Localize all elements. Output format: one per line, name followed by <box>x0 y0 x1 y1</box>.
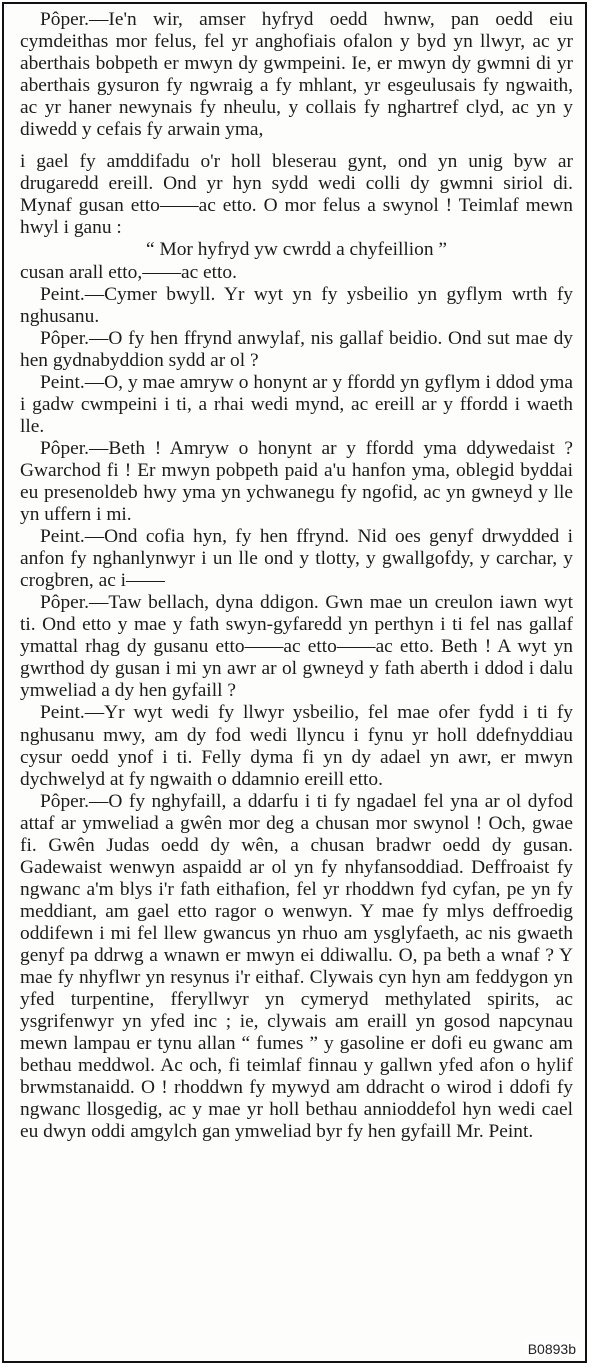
paragraph-text: —O, y mae amryw o honynt ar y ffordd yn gyflym i ddod yma i gadw cwmpeini i ti, a rhai wedi mynd, ac ereill ar y ffordd i waeth lle. <box>20 371 573 437</box>
paragraph <box>20 791 573 1144</box>
song-quote: “ Mor hyfryd yw cwrdd a chyfeillion ” <box>146 239 447 261</box>
paragraph-text: —Beth ! Amryw o honynt ar y ffordd yma ddywedaist ? Gwarchod fi ! Er mwyn pobpeth paid a'u hanfon yma, oblegid byddai eu presenoldeb hwy yma yn ychwanegu fy ngofid, ac yn gwneyd y lle yn uffern i mi. <box>20 437 573 526</box>
paragraph <box>20 702 573 790</box>
newspaper-clipping <box>2 2 587 1363</box>
speaker-name: Peint. <box>40 283 85 305</box>
paragraph <box>20 438 573 526</box>
speaker-name: Pôper. <box>40 592 90 614</box>
paragraph-text: —Ond cofia hyn, fy hen ffrynd. Nid oes genyf drwydded i anfon fy nghanlynwyr i un lle ond y tlotty, y gwallgofdy, y carchar, y crogbren, ac i—— <box>20 526 573 592</box>
speaker-name: Peint. <box>40 702 85 724</box>
paragraph-text: —Yr wyt wedi fy llwyr ysbeilio, fel mae ofer fydd i ti fy nghusanu mwy, am dy fod wedi llyncu i fynu yr holl ddefnyddiau cysur oedd ynof i ti. Felly dyma fi yn dy adael yn awr, er mwyn dychwelyd at fy ngwaith o ddamnio ereill etto. <box>20 702 573 790</box>
paragraph-text: cusan arall etto,——ac etto. <box>20 261 237 283</box>
paragraph-text: i gael fy amddifadu o'r holl bleserau gynt, ond yn unig byw ar drugaredd ereill. Ond yr hyn sydd wedi colli dy gwmni siriol di. Mynaf gusan etto——ac etto. O mor felus a swynol ! Teimlaf mewn hwyl i ganu : <box>20 151 573 239</box>
paragraph-text: —O fy nghyfaill, a ddarfu i ti fy ngadael fel yna ar ol dyfod attaf ar ymweliad a gwên mor deg a chusan mor swynol ! Och, gwae fi. Gwên Judas oedd dy wên, a chusan bradwr oedd dy gusan. Gadewaist wenwyn aspaidd ar ol yn fy nhyfansoddiad. Deffroaist fy ngwanc a'm blys i'r fath eithafion, fel yr rhoddwn fyd cyfan, pe yn fy meddiant, am gael etto ragor o wenwyn. Y mae fy mlys deffroedig oddifewn i mi fel llew gwancus yn rhuo am ysglyfaeth, ac nis gwaeth genyf pa ddrwg a wnawn er mwyn ei ddiwallu. O, pa beth a wnaf ? Y mae fy nhyflwr yn resynus i'r eithaf. Clywais cyn hyn am feddygon yn yfed turpentine, fferyllwyr yn cymeryd methylated spirits, ac ysgrifenwyr yn yfed inc ; ie, clywais am eraill yn gosod napcynau mewn lampau er tynu allan “ fumes ” y gasoline er dofi eu gwanc am bethau meddwol. Ac och, fi teimlaf finnau y gallwn yfed afon o hylif brwmstanaidd. O ! rhoddwn fy mywyd am ddracht o wirod i ddofi fy ngwanc llosgedig, ac y mae yr holl bethau annioddefol hyn wedi cael eu dwyn oddi amgylch gan ymweliad byr fy hen gyfaill Mr. Peint. <box>20 790 573 1143</box>
paragraph <box>20 328 573 372</box>
paragraph-text: —O fy hen ffrynd anwylaf, nis gallaf beidio. Ond sut mae dy hen gydnabyddion sydd ar ol ? <box>20 327 573 371</box>
speaker-name: Pôper. <box>40 327 90 349</box>
paragraph <box>20 262 573 284</box>
paragraph-text: —Ie'n wir, amser hyfryd oedd hwnw, pan oedd eiu cymdeithas mor felus, fel yr anghofiais ofalon y byd yn llwyr, ac yr aberthais bobpeth er mwyn dy gwmpeini. Ie, er mwyn dy gwmni di yr aberthais gysuron fy ngwraig a fy mhlant, yr esgeulusais fy ngwaith, ac yr haner newynais fy nheulu, y collais fy nghartref clyd, ac yn y diwedd y cefais fy arwain yma, <box>20 9 573 141</box>
catalog-id-label: B0893b <box>525 1341 579 1357</box>
speaker-name: Peint. <box>40 371 85 393</box>
paragraph-text: —Cymer bwyll. Yr wyt yn fy ysbeilio yn gyflym wrth fy nghusanu. <box>20 283 573 327</box>
paragraph <box>20 151 573 239</box>
speaker-name: Pôper. <box>40 437 90 459</box>
paragraph <box>20 284 573 328</box>
speaker-name: Peint. <box>40 526 85 548</box>
speaker-name: Pôper. <box>40 790 90 812</box>
paragraph-text: —Taw bellach, dyna ddigon. Gwn mae un creulon iawn wyt ti. Ond etto y mae y fath swyn-gyfaredd yn perthyn i ti fel nas gallaf ymattal rhag dy gusanu etto——ac etto——ac etto. Beth ! A wyt yn gwrthod dy gusan i mi yn awr ar ol gwneyd y fath aberth i ddod i dalu ymweliad a dy hen gyfaill ? <box>20 592 573 702</box>
speaker-name: Pôper. <box>40 9 90 30</box>
paragraph <box>20 526 573 592</box>
paragraph <box>20 9 573 141</box>
clipping-join <box>20 141 573 151</box>
paragraph <box>20 372 573 438</box>
paragraph <box>20 592 573 702</box>
article-column <box>20 9 573 1143</box>
